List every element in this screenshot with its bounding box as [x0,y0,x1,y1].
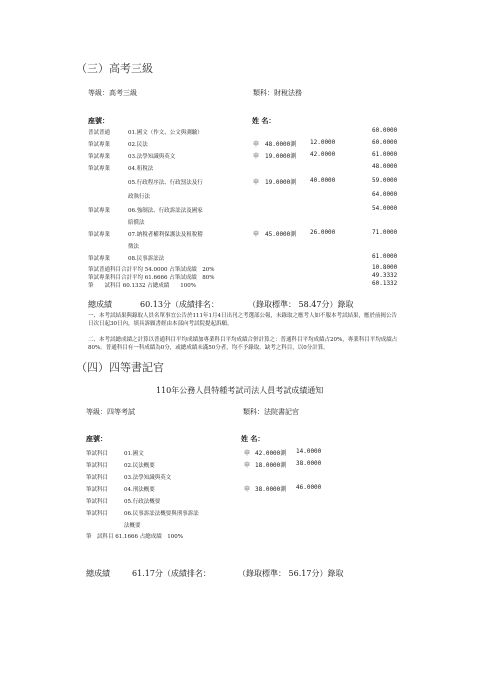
s3-row-score: 71.0000 [372,229,398,236]
s3-note-2: 二、本考試總成績之計算以普通科目平均成績加專業科目平均成績合併計算之：普通科目平均成績占20%，專業科目平均成績占80%。普通科目有一科成績為0分，或總成績未滿50分者，均不予錄取。缺考之科目，以0分計算。 [88,337,398,351]
s3-row-score2: 42.0000 [310,151,336,158]
s3-note-1: 一、本考試結果與錄取人員名單事宜公告於111年1月4日出刊之考選部公報，未錄取之應考人如不服本考試結果，應於前揭公告日次日起30日內，填具訴願書經由本部向考試院提起訴願。 [88,313,398,327]
s4-row-score2: 14.0000 [296,448,322,455]
s3-row-subject: 02.民法 [128,142,148,148]
s3-total-label: 總成績 [88,300,112,309]
s4-row-score2: 46.0000 [296,484,322,491]
s4-row-subject: 04.刑法概要 [124,487,155,493]
s3-row-type: 筆試專業 [88,208,111,214]
s3-row-score: 54.0000 [372,205,398,212]
s3-row-score: 59.0000 [372,177,398,184]
s3-row-score1: 45.0000測 [265,231,297,238]
s4-row-subject: 03.法學知識與英文 [124,475,172,481]
section4-name-label: 姓 名： [241,434,265,443]
s4-row-score1: 42.0000測 [255,450,287,457]
s3-summary-value: 10.8000 [372,264,398,271]
s4-total-value: 61.17分（成績排名： [132,569,211,578]
section3-seat-label: 座號： [88,116,109,125]
s3-row-type: 普試普通 [88,130,111,136]
section3-name-label: 姓 名： [252,116,276,125]
s4-row-subject: 01.國文 [124,451,144,457]
s3-row-mark: 申 [253,141,260,148]
section4-notice-title: 110年公務人員特種考試司法人員考試成績通知 [156,386,324,395]
s3-total-value: 60.13分（成績排名： [140,300,219,309]
s3-row-type: 筆試專業 [88,142,111,148]
s3-row-score2: 26.0000 [310,229,336,236]
s3-row-score1: 19.0000測 [265,179,297,186]
s3-row-score: 61.0000 [372,253,398,260]
s4-row-type: 筆試科目 [86,463,109,469]
s3-summary-value: 49.3332 [372,272,398,279]
s3-row-subject: 04.租稅法 [128,166,154,172]
s3-row-mark: 申 [253,153,260,160]
s3-row-subject: 01.國文（作文、公文與測驗） [128,130,203,136]
s3-row-mark: 申 [253,231,260,238]
s3-row-subject: 03.法學知識與英文 [128,154,176,160]
s4-row-type: 筆試科目 [86,511,109,517]
s4-cutoff: （錄取標準： 56.17分）錄取 [238,569,344,578]
s3-row-subject: 徵法 [128,244,140,250]
s3-row-score1: 19.0000測 [265,153,297,160]
s3-row-score: 48.0000 [372,163,398,170]
s3-row-score: 61.0000 [372,151,398,158]
s3-row-score: 60.0000 [372,139,398,146]
s3-row-subject: 06.強制法、行政訴訟法及國家 [128,208,203,214]
s4-row-score2: 38.0000 [296,460,322,467]
s3-row-type: 筆試專業 [88,166,111,172]
s3-cutoff: （錄取標準： 58.47分）錄取 [248,300,354,309]
s3-row-subject: 賠償法 [128,220,145,226]
s3-row-mark: 申 [253,179,260,186]
s3-row-subject: 08.民事訴訟法 [128,256,165,262]
section4-heading: （四）四等書記官 [76,361,164,374]
s3-summary-line: 筆 試科目 60.1332 占總成績 100% [88,283,196,289]
s4-row-type: 筆試科目 [86,499,109,505]
s4-row-subject: 06.民事訴訟法概要與刑事訴訟 [124,511,199,517]
section3-heading: （三）高考三級 [76,62,153,75]
s3-row-score2: 12.0000 [310,139,336,146]
s4-row-mark: 申 [244,450,251,457]
s3-row-subject: 07.納稅者權利保護法及租稅稽 [128,232,203,238]
s3-summary-line: 筆試專業科目合計平均 61.6666 占筆試成績 80% [88,275,215,281]
s3-row-score2: 40.0000 [310,177,336,184]
s3-row-score: 64.0000 [372,191,398,198]
s4-row-mark: 申 [244,486,251,493]
section4-category: 類科：法院書記官 [243,408,299,416]
s4-row-score1: 18.0000測 [255,462,287,469]
section4-seat-label: 座號： [86,434,107,443]
s4-row-score1: 38.0000測 [255,486,287,493]
s3-row-type: 筆試專業 [88,154,111,160]
s4-row-subject: 02.民法概要 [124,463,155,469]
s4-row-mark: 申 [244,462,251,469]
s4-row-type: 筆試科目 [86,475,109,481]
s3-summary-line: 筆試普通科目合計平均 54.0000 占筆試成績 20% [88,267,215,273]
s4-row-subject: 05.行政法概要 [124,499,161,505]
s3-row-score: 60.0000 [372,127,398,134]
s4-total-label: 總成績 [86,569,110,578]
section3-level: 等級：高考三級 [88,89,137,97]
s3-summary-value: 60.1332 [372,280,398,287]
s3-row-score1: 48.0000測 [265,141,297,148]
s3-row-type: 筆試專業 [88,232,111,238]
s4-row-type: 筆試科目 [86,487,109,493]
s4-row-type: 筆試科目 [86,451,109,457]
section4-level: 等級：四等考試 [86,408,135,416]
s3-row-subject: 05.行政程序法、行政罰法及行 [128,180,203,186]
section3-category: 類科：財稅法務 [253,89,302,97]
s3-row-type: 筆試專業 [88,256,111,262]
s4-summary-line: 筆 試科目 61.1666 占總成績 100% [86,534,183,540]
s3-row-subject: 政執行法 [128,194,151,200]
s4-row-subject: 法概要 [124,523,141,529]
